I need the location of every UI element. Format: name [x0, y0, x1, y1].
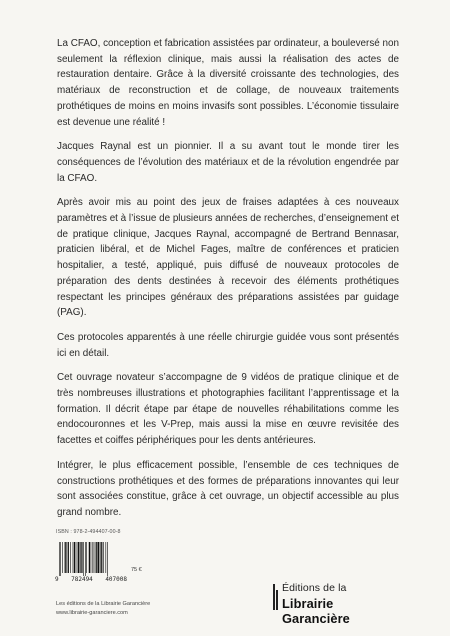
barcode-digit-lead: 9 [55, 576, 59, 583]
publisher-website: www.librairie-garanciere.com [56, 609, 128, 616]
publisher-info [56, 600, 150, 617]
isbn-label: ISBN : 978-2-494407-00-8 [56, 529, 121, 535]
logo-line-2: Librairie Garancière [282, 596, 350, 626]
paragraph-6: Intégrer, le plus efficacement possible, l’ensemble de ces techniques de constructions prothétiques et des formes de préparations innovantes qui leur sont associées constitue, grâce à cet ouvrage, un objectif accessible au plus grand nombre. [57, 459, 399, 518]
paragraph-1: La CFAO, conception et fabrication assistées par ordinateur, a bouleversé non seulement la réflexion clinique, mais aussi la réalisation des actes de restauration dentaire. Grâce à la diversité croissante des technologies, des matériaux de reconstruction et de collage, de nouveaux traitements prothétiques de moins en moins invasifs sont possibles. L’économie tissulaire est devenue une réalité ! [57, 38, 399, 128]
logo-mark-icon [273, 584, 279, 610]
paragraph-2: Jacques Raynal est un pionnier. Il a su avant tout le monde tirer les conséquences de l’évolution des matériaux et de la révolution engendrée par la CFAO. [57, 141, 399, 184]
paragraph-3: Après avoir mis au point des jeux de fraises adaptées à ces nouveaux paramètres et à l’issue de plusieurs années de recherches, d’enseignement et de pratique clinique, Jacques Raynal, accompagné de Bertrand Bennasar, praticien libéral, et de Michel Fages, maître de conférences et praticien hospitalier, a testé, appliqué, puis diffusé de nouveaux protocoles de préparation des dents destinées à recevoir des éléments prothétiques respectant les principes généraux des préparations assistées par guidage (PAG). [57, 197, 399, 319]
logo-line-1: Éditions de la [282, 582, 347, 594]
barcode-bars [57, 542, 127, 576]
description-text [57, 36, 399, 530]
paragraph-4: Ces protocoles apparentés à une réelle chirurgie guidée vous sont présentés ici en détail. [57, 331, 399, 359]
publisher-name: Les éditions de la Librairie Garancière [56, 601, 151, 607]
paragraph-5: Cet ouvrage novateur s’accompagne de 9 vidéos de pratique clinique et de très nombreuses illustrations et photographies facilitant l’apprentissage et la formation. Il décrit étape par étape de nouvelles réhabilitations comme les endocouronnes et les V-Prep, mais aussi la mise en œuvre revisitée des facettes et coiffes périphériques pour les dents antérieures. [57, 372, 399, 447]
barcode [57, 542, 127, 576]
barcode-digits-left: 782494 [71, 576, 93, 583]
barcode-digits [55, 576, 127, 583]
barcode-digits-right: 407008 [105, 576, 127, 583]
price-label: 75 € [131, 567, 142, 573]
publisher-logo [273, 582, 403, 626]
